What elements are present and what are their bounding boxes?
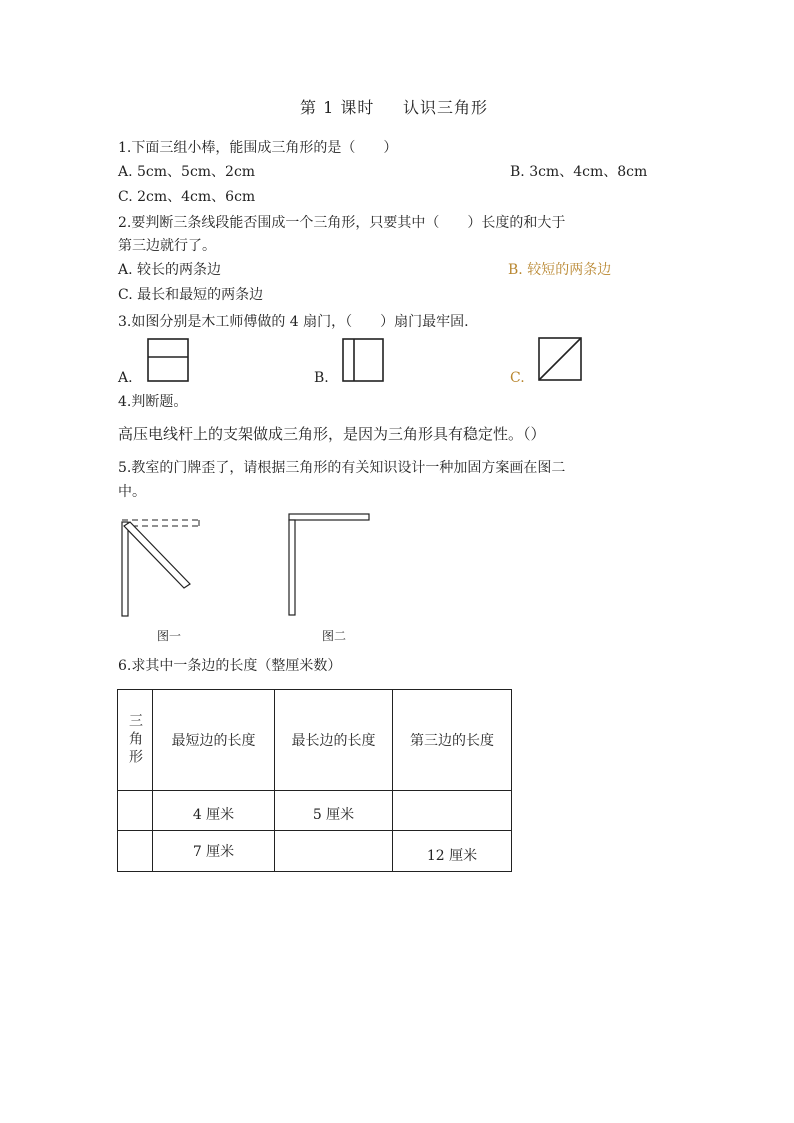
q2-option-b: B. 较短的两条边 [508, 262, 612, 278]
lesson-label: 第 1 课时 [300, 98, 375, 117]
q3-option-b-label: B. [314, 370, 329, 386]
table-header-row [118, 690, 512, 791]
header-shortest-side: 最短边的长度 [153, 690, 275, 791]
row2-longest-answer-cell[interactable] [275, 831, 393, 872]
row2-third: 12 厘米 [393, 831, 512, 872]
door-a-figure [147, 338, 189, 382]
page-title: 认识三角形 [403, 98, 489, 117]
q1-option-c: C. 2cm、4cm、6cm [118, 189, 256, 205]
q3-option-c-label: C. [510, 370, 525, 386]
q1-option-a: A. 5cm、5cm、2cm [118, 164, 256, 180]
q1-option-b: B. 3cm、4cm、8cm [510, 164, 648, 180]
q4-stem: 4.判断题。 [118, 394, 188, 410]
q1-stem: 1.下面三组小棒，能围成三角形的是（ ） [118, 140, 398, 156]
q2-option-c: C. 最长和最短的两条边 [118, 287, 264, 303]
q3-option-a-label: A. [118, 370, 133, 386]
q5-stem-line2: 中。 [118, 484, 146, 500]
table-row [118, 831, 512, 872]
q2-option-a: A. 较长的两条边 [118, 262, 222, 278]
side-length-table [117, 689, 512, 872]
q4-statement: 高压电线杆上的支架做成三角形，是因为三角形具有稳定性。（） [118, 425, 546, 443]
header-triangle: 三角形 [118, 690, 153, 791]
table-row [118, 791, 512, 831]
row2-shortest: 7 厘米 [153, 831, 275, 872]
q6-stem: 6.求其中一条边的长度（整厘米数） [118, 658, 342, 674]
figure-one-tilted-sign [120, 518, 200, 618]
header-third-side: 第三边的长度 [393, 690, 512, 791]
door-c-figure [538, 337, 582, 381]
row1-third-answer-cell[interactable] [393, 791, 512, 831]
figure-two-sign [288, 513, 372, 617]
q2-stem-line1: 2.要判断三条线段能否围成一个三角形，只要其中（ ）长度的和大于 [118, 215, 566, 231]
q5-stem-line1: 5.教室的门牌歪了，请根据三角形的有关知识设计一种加固方案画在图二 [118, 460, 566, 476]
q3-stem: 3.如图分别是木工师傅做的 4 扇门，（ ）扇门最牢固. [118, 314, 469, 330]
figure-one-label: 图一 [157, 629, 182, 643]
row2-triangle [118, 831, 153, 872]
figure-two-label: 图二 [322, 629, 347, 643]
row1-shortest: 4 厘米 [153, 791, 275, 831]
row1-triangle [118, 791, 153, 831]
door-b-figure [342, 338, 384, 382]
header-longest-side: 最长边的长度 [275, 690, 393, 791]
q2-stem-line2: 第三边就行了。 [118, 238, 216, 254]
row1-longest: 5 厘米 [275, 791, 393, 831]
